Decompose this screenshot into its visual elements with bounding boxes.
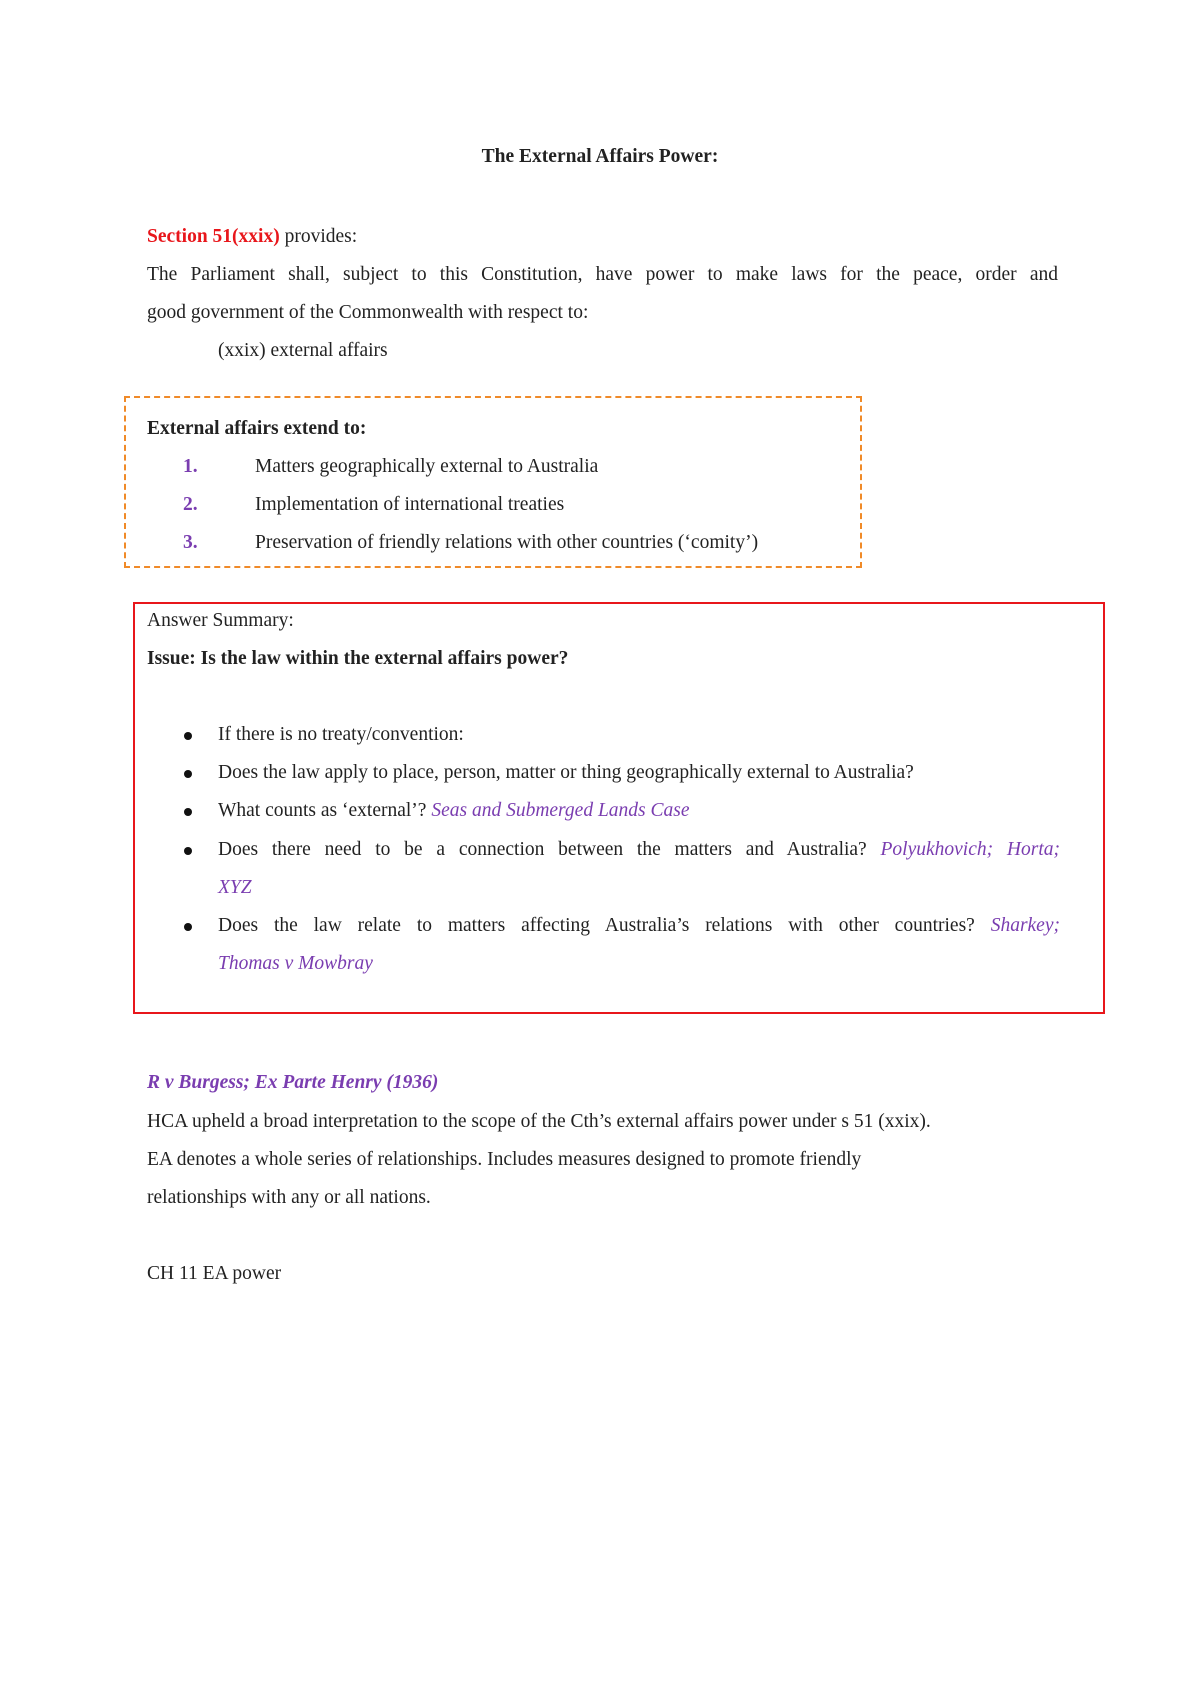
- extend-item-2-text: Implementation of international treaties: [255, 494, 565, 515]
- section-text-line-3: (xxix) external affairs: [218, 340, 388, 361]
- section-text-line-2: good government of the Commonwealth with respect to:: [147, 302, 589, 323]
- summary-bullet-3: [218, 800, 690, 822]
- summary-label: Answer Summary:: [147, 610, 294, 631]
- extend-item-3-number: 3.: [183, 532, 198, 553]
- case-citation: XYZ: [218, 877, 252, 898]
- burgess-line-1: HCA upheld a broad interpretation to the scope of the Cth’s external affairs power under s 51 (xxix).: [147, 1111, 931, 1132]
- extend-item-1-text: Matters geographically external to Australia: [255, 456, 599, 477]
- summary-bullet-2: Does the law apply to place, person, matter or thing geographically external to Australia?: [218, 762, 914, 783]
- extend-item-1-number: 1.: [183, 456, 198, 477]
- section-provides: provides:: [279, 226, 358, 247]
- bullet-icon: [184, 770, 192, 778]
- bullet-icon: [184, 808, 192, 816]
- bullet-icon: [184, 847, 192, 855]
- footer-note: CH 11 EA power: [147, 1263, 282, 1284]
- section-heading: [147, 226, 357, 248]
- summary-bullet-1: If there is no treaty/convention:: [218, 724, 464, 745]
- section-text-line-1: The Parliament shall, subject to this Constitution, have power to make laws for the peace, order and: [147, 264, 1058, 285]
- bullet-icon: [184, 732, 192, 740]
- section-reference: Section 51(xxix): [147, 226, 280, 247]
- extend-item-3-text: Preservation of friendly relations with other countries (‘comity’): [255, 532, 759, 553]
- summary-issue: Issue: Is the law within the external affairs power?: [147, 648, 569, 669]
- case-citation: Sharkey;: [990, 915, 1060, 936]
- summary-bullet-5-text: Does the law relate to matters affecting Australia’s relations with other countries?: [218, 915, 991, 936]
- bullet-icon: [184, 923, 192, 931]
- summary-bullet-5: [218, 915, 1060, 937]
- summary-bullet-3-text: What counts as ‘external’?: [218, 800, 432, 821]
- extend-heading: External affairs extend to:: [147, 418, 367, 439]
- burgess-line-3: relationships with any or all nations.: [147, 1187, 431, 1208]
- case-citation: Thomas v Mowbray: [218, 953, 373, 974]
- burgess-line-2: EA denotes a whole series of relationships. Includes measures designed to promote friendly: [147, 1149, 862, 1170]
- case-heading: R v Burgess; Ex Parte Henry (1936): [147, 1072, 439, 1093]
- summary-bullet-4-text: Does there need to be a connection between the matters and Australia?: [218, 839, 881, 860]
- page-title: The External Affairs Power:: [481, 146, 719, 167]
- summary-bullet-4: [218, 839, 1060, 861]
- case-citation: Seas and Submerged Lands Case: [431, 800, 690, 821]
- case-citation: Polyukhovich; Horta;: [880, 839, 1060, 860]
- extend-item-2-number: 2.: [183, 494, 198, 515]
